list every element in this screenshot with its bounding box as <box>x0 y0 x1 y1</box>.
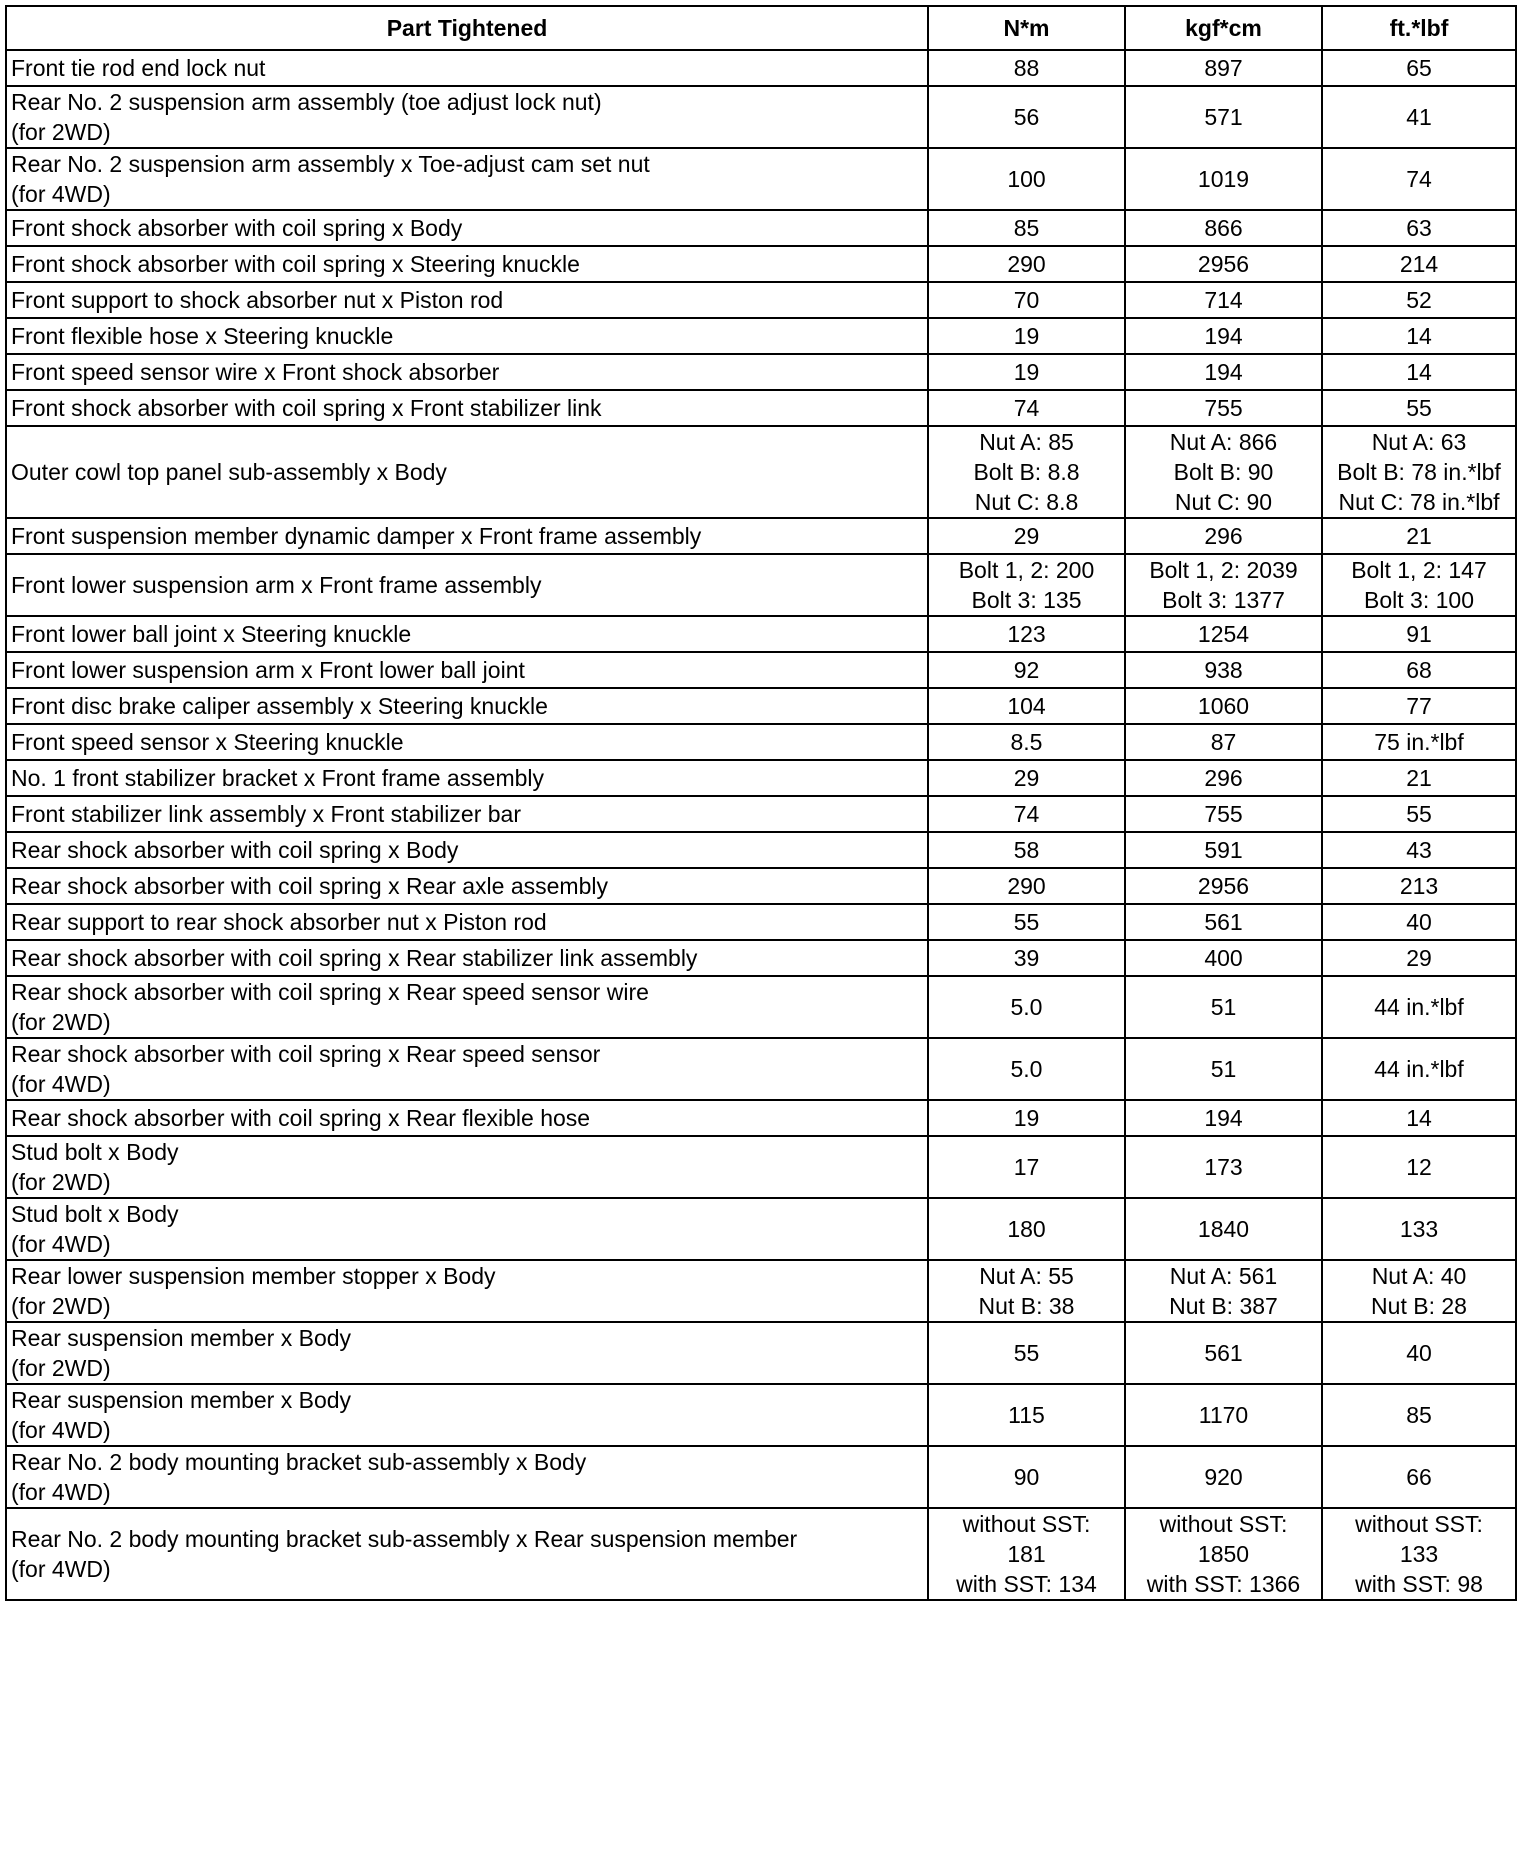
part-cell: Rear No. 2 body mounting bracket sub-assembly x Body (for 4WD) <box>6 1446 928 1508</box>
torque-spec-table <box>5 5 1517 1601</box>
table-row <box>6 1322 1516 1384</box>
nm-cell: 88 <box>928 50 1125 86</box>
table-row <box>6 940 1516 976</box>
kgfcm-cell: 173 <box>1125 1136 1322 1198</box>
ftlbf-cell: 55 <box>1322 390 1516 426</box>
ftlbf-cell: 40 <box>1322 904 1516 940</box>
table-row <box>6 518 1516 554</box>
table-row <box>6 354 1516 390</box>
ftlbf-cell: Nut A: 63 Bolt B: 78 in.*lbf Nut C: 78 in.*lbf <box>1322 426 1516 518</box>
part-cell: Front shock absorber with coil spring x Body <box>6 210 928 246</box>
part-cell: Rear shock absorber with coil spring x Rear flexible hose <box>6 1100 928 1136</box>
table-row <box>6 426 1516 518</box>
kgfcm-cell: 755 <box>1125 390 1322 426</box>
kgfcm-cell: 561 <box>1125 1322 1322 1384</box>
nm-cell: 290 <box>928 868 1125 904</box>
table-row <box>6 1100 1516 1136</box>
part-cell: Front stabilizer link assembly x Front stabilizer bar <box>6 796 928 832</box>
nm-cell: 29 <box>928 518 1125 554</box>
nm-cell: 5.0 <box>928 1038 1125 1100</box>
nm-cell: 29 <box>928 760 1125 796</box>
ftlbf-cell: 133 <box>1322 1198 1516 1260</box>
kgfcm-cell: 2956 <box>1125 868 1322 904</box>
table-row <box>6 796 1516 832</box>
kgfcm-cell: 866 <box>1125 210 1322 246</box>
kgfcm-cell: 571 <box>1125 86 1322 148</box>
kgfcm-cell: 1019 <box>1125 148 1322 210</box>
nm-cell: 180 <box>928 1198 1125 1260</box>
part-cell: Rear shock absorber with coil spring x Body <box>6 832 928 868</box>
part-cell: Front disc brake caliper assembly x Steering knuckle <box>6 688 928 724</box>
ftlbf-cell: 21 <box>1322 760 1516 796</box>
nm-cell: 115 <box>928 1384 1125 1446</box>
table-row <box>6 724 1516 760</box>
ftlbf-cell: 40 <box>1322 1322 1516 1384</box>
part-cell: Front speed sensor x Steering knuckle <box>6 724 928 760</box>
kgfcm-cell: 714 <box>1125 282 1322 318</box>
ftlbf-cell: 74 <box>1322 148 1516 210</box>
nm-cell: 39 <box>928 940 1125 976</box>
kgfcm-cell: 755 <box>1125 796 1322 832</box>
part-cell: Outer cowl top panel sub-assembly x Body <box>6 426 928 518</box>
ftlbf-cell: 63 <box>1322 210 1516 246</box>
nm-cell: 290 <box>928 246 1125 282</box>
kgfcm-cell: 296 <box>1125 760 1322 796</box>
table-row <box>6 282 1516 318</box>
part-cell: Front shock absorber with coil spring x Front stabilizer link <box>6 390 928 426</box>
part-cell: Rear No. 2 body mounting bracket sub-assembly x Rear suspension member (for 4WD) <box>6 1508 928 1600</box>
header-part: Part Tightened <box>6 6 928 50</box>
kgfcm-cell: 1254 <box>1125 616 1322 652</box>
nm-cell: 17 <box>928 1136 1125 1198</box>
ftlbf-cell: 91 <box>1322 616 1516 652</box>
table-row <box>6 210 1516 246</box>
table-row <box>6 1198 1516 1260</box>
ftlbf-cell: 43 <box>1322 832 1516 868</box>
part-cell: Front lower suspension arm x Front frame assembly <box>6 554 928 616</box>
nm-cell: 70 <box>928 282 1125 318</box>
nm-cell: 123 <box>928 616 1125 652</box>
part-cell: Front suspension member dynamic damper x Front frame assembly <box>6 518 928 554</box>
table-row <box>6 688 1516 724</box>
part-cell: Rear lower suspension member stopper x Body (for 2WD) <box>6 1260 928 1322</box>
nm-cell: 19 <box>928 318 1125 354</box>
part-cell: Front tie rod end lock nut <box>6 50 928 86</box>
nm-cell: 19 <box>928 354 1125 390</box>
kgfcm-cell: 400 <box>1125 940 1322 976</box>
kgfcm-cell: 1170 <box>1125 1384 1322 1446</box>
part-cell: Rear suspension member x Body (for 4WD) <box>6 1384 928 1446</box>
ftlbf-cell: 213 <box>1322 868 1516 904</box>
part-cell: Front lower ball joint x Steering knuckle <box>6 616 928 652</box>
table-row <box>6 832 1516 868</box>
ftlbf-cell: 214 <box>1322 246 1516 282</box>
ftlbf-cell: 85 <box>1322 1384 1516 1446</box>
ftlbf-cell: 77 <box>1322 688 1516 724</box>
ftlbf-cell: 14 <box>1322 354 1516 390</box>
header-ftlbf: ft.*lbf <box>1322 6 1516 50</box>
part-cell: Front shock absorber with coil spring x Steering knuckle <box>6 246 928 282</box>
nm-cell: 74 <box>928 796 1125 832</box>
ftlbf-cell: 66 <box>1322 1446 1516 1508</box>
kgfcm-cell: 194 <box>1125 318 1322 354</box>
header-nm: N*m <box>928 6 1125 50</box>
kgfcm-cell: 296 <box>1125 518 1322 554</box>
kgfcm-cell: 920 <box>1125 1446 1322 1508</box>
table-row <box>6 1446 1516 1508</box>
kgfcm-cell: 591 <box>1125 832 1322 868</box>
kgfcm-cell: 2956 <box>1125 246 1322 282</box>
ftlbf-cell: 21 <box>1322 518 1516 554</box>
ftlbf-cell: 75 in.*lbf <box>1322 724 1516 760</box>
ftlbf-cell: 55 <box>1322 796 1516 832</box>
ftlbf-cell: 29 <box>1322 940 1516 976</box>
nm-cell: Nut A: 55 Nut B: 38 <box>928 1260 1125 1322</box>
kgfcm-cell: without SST: 1850 with SST: 1366 <box>1125 1508 1322 1600</box>
ftlbf-cell: 52 <box>1322 282 1516 318</box>
table-row <box>6 390 1516 426</box>
part-cell: Rear shock absorber with coil spring x Rear speed sensor wire (for 2WD) <box>6 976 928 1038</box>
nm-cell: 85 <box>928 210 1125 246</box>
nm-cell: 90 <box>928 1446 1125 1508</box>
part-cell: Rear No. 2 suspension arm assembly x Toe-adjust cam set nut (for 4WD) <box>6 148 928 210</box>
part-cell: Rear shock absorber with coil spring x Rear stabilizer link assembly <box>6 940 928 976</box>
table-row <box>6 554 1516 616</box>
table-row <box>6 1038 1516 1100</box>
kgfcm-cell: Nut A: 561 Nut B: 387 <box>1125 1260 1322 1322</box>
table-row <box>6 616 1516 652</box>
nm-cell: 55 <box>928 1322 1125 1384</box>
kgfcm-cell: 561 <box>1125 904 1322 940</box>
part-cell: No. 1 front stabilizer bracket x Front frame assembly <box>6 760 928 796</box>
kgfcm-cell: Nut A: 866 Bolt B: 90 Nut C: 90 <box>1125 426 1322 518</box>
table-row <box>6 1260 1516 1322</box>
kgfcm-cell: 194 <box>1125 354 1322 390</box>
part-cell: Rear No. 2 suspension arm assembly (toe adjust lock nut) (for 2WD) <box>6 86 928 148</box>
table-row <box>6 652 1516 688</box>
table-row <box>6 1384 1516 1446</box>
ftlbf-cell: 65 <box>1322 50 1516 86</box>
table-row <box>6 760 1516 796</box>
nm-cell: Bolt 1, 2: 200 Bolt 3: 135 <box>928 554 1125 616</box>
table-row <box>6 148 1516 210</box>
header-kgfcm: kgf*cm <box>1125 6 1322 50</box>
ftlbf-cell: 12 <box>1322 1136 1516 1198</box>
ftlbf-cell: 14 <box>1322 1100 1516 1136</box>
ftlbf-cell: 14 <box>1322 318 1516 354</box>
table-row <box>6 86 1516 148</box>
table-row <box>6 50 1516 86</box>
kgfcm-cell: 938 <box>1125 652 1322 688</box>
part-cell: Rear suspension member x Body (for 2WD) <box>6 1322 928 1384</box>
table-row <box>6 1136 1516 1198</box>
nm-cell: 19 <box>928 1100 1125 1136</box>
ftlbf-cell: 44 in.*lbf <box>1322 1038 1516 1100</box>
kgfcm-cell: 87 <box>1125 724 1322 760</box>
kgfcm-cell: 1840 <box>1125 1198 1322 1260</box>
ftlbf-cell: 44 in.*lbf <box>1322 976 1516 1038</box>
nm-cell: 74 <box>928 390 1125 426</box>
kgfcm-cell: 51 <box>1125 976 1322 1038</box>
ftlbf-cell: Bolt 1, 2: 147 Bolt 3: 100 <box>1322 554 1516 616</box>
table-row <box>6 1508 1516 1600</box>
part-cell: Front flexible hose x Steering knuckle <box>6 318 928 354</box>
part-cell: Stud bolt x Body (for 4WD) <box>6 1198 928 1260</box>
nm-cell: 104 <box>928 688 1125 724</box>
table-row <box>6 246 1516 282</box>
kgfcm-cell: Bolt 1, 2: 2039 Bolt 3: 1377 <box>1125 554 1322 616</box>
nm-cell: 55 <box>928 904 1125 940</box>
nm-cell: 8.5 <box>928 724 1125 760</box>
table-row <box>6 904 1516 940</box>
nm-cell: 56 <box>928 86 1125 148</box>
nm-cell: 100 <box>928 148 1125 210</box>
header-row <box>6 6 1516 50</box>
part-cell: Rear shock absorber with coil spring x Rear axle assembly <box>6 868 928 904</box>
kgfcm-cell: 51 <box>1125 1038 1322 1100</box>
nm-cell: without SST: 181 with SST: 134 <box>928 1508 1125 1600</box>
table-body <box>6 50 1516 1600</box>
part-cell: Front support to shock absorber nut x Piston rod <box>6 282 928 318</box>
part-cell: Rear support to rear shock absorber nut x Piston rod <box>6 904 928 940</box>
nm-cell: Nut A: 85 Bolt B: 8.8 Nut C: 8.8 <box>928 426 1125 518</box>
kgfcm-cell: 1060 <box>1125 688 1322 724</box>
table-row <box>6 318 1516 354</box>
part-cell: Front lower suspension arm x Front lower ball joint <box>6 652 928 688</box>
table-row <box>6 868 1516 904</box>
nm-cell: 92 <box>928 652 1125 688</box>
nm-cell: 58 <box>928 832 1125 868</box>
ftlbf-cell: 41 <box>1322 86 1516 148</box>
table-row <box>6 976 1516 1038</box>
ftlbf-cell: Nut A: 40 Nut B: 28 <box>1322 1260 1516 1322</box>
part-cell: Front speed sensor wire x Front shock absorber <box>6 354 928 390</box>
ftlbf-cell: without SST: 133 with SST: 98 <box>1322 1508 1516 1600</box>
kgfcm-cell: 897 <box>1125 50 1322 86</box>
nm-cell: 5.0 <box>928 976 1125 1038</box>
kgfcm-cell: 194 <box>1125 1100 1322 1136</box>
ftlbf-cell: 68 <box>1322 652 1516 688</box>
part-cell: Rear shock absorber with coil spring x Rear speed sensor (for 4WD) <box>6 1038 928 1100</box>
part-cell: Stud bolt x Body (for 2WD) <box>6 1136 928 1198</box>
